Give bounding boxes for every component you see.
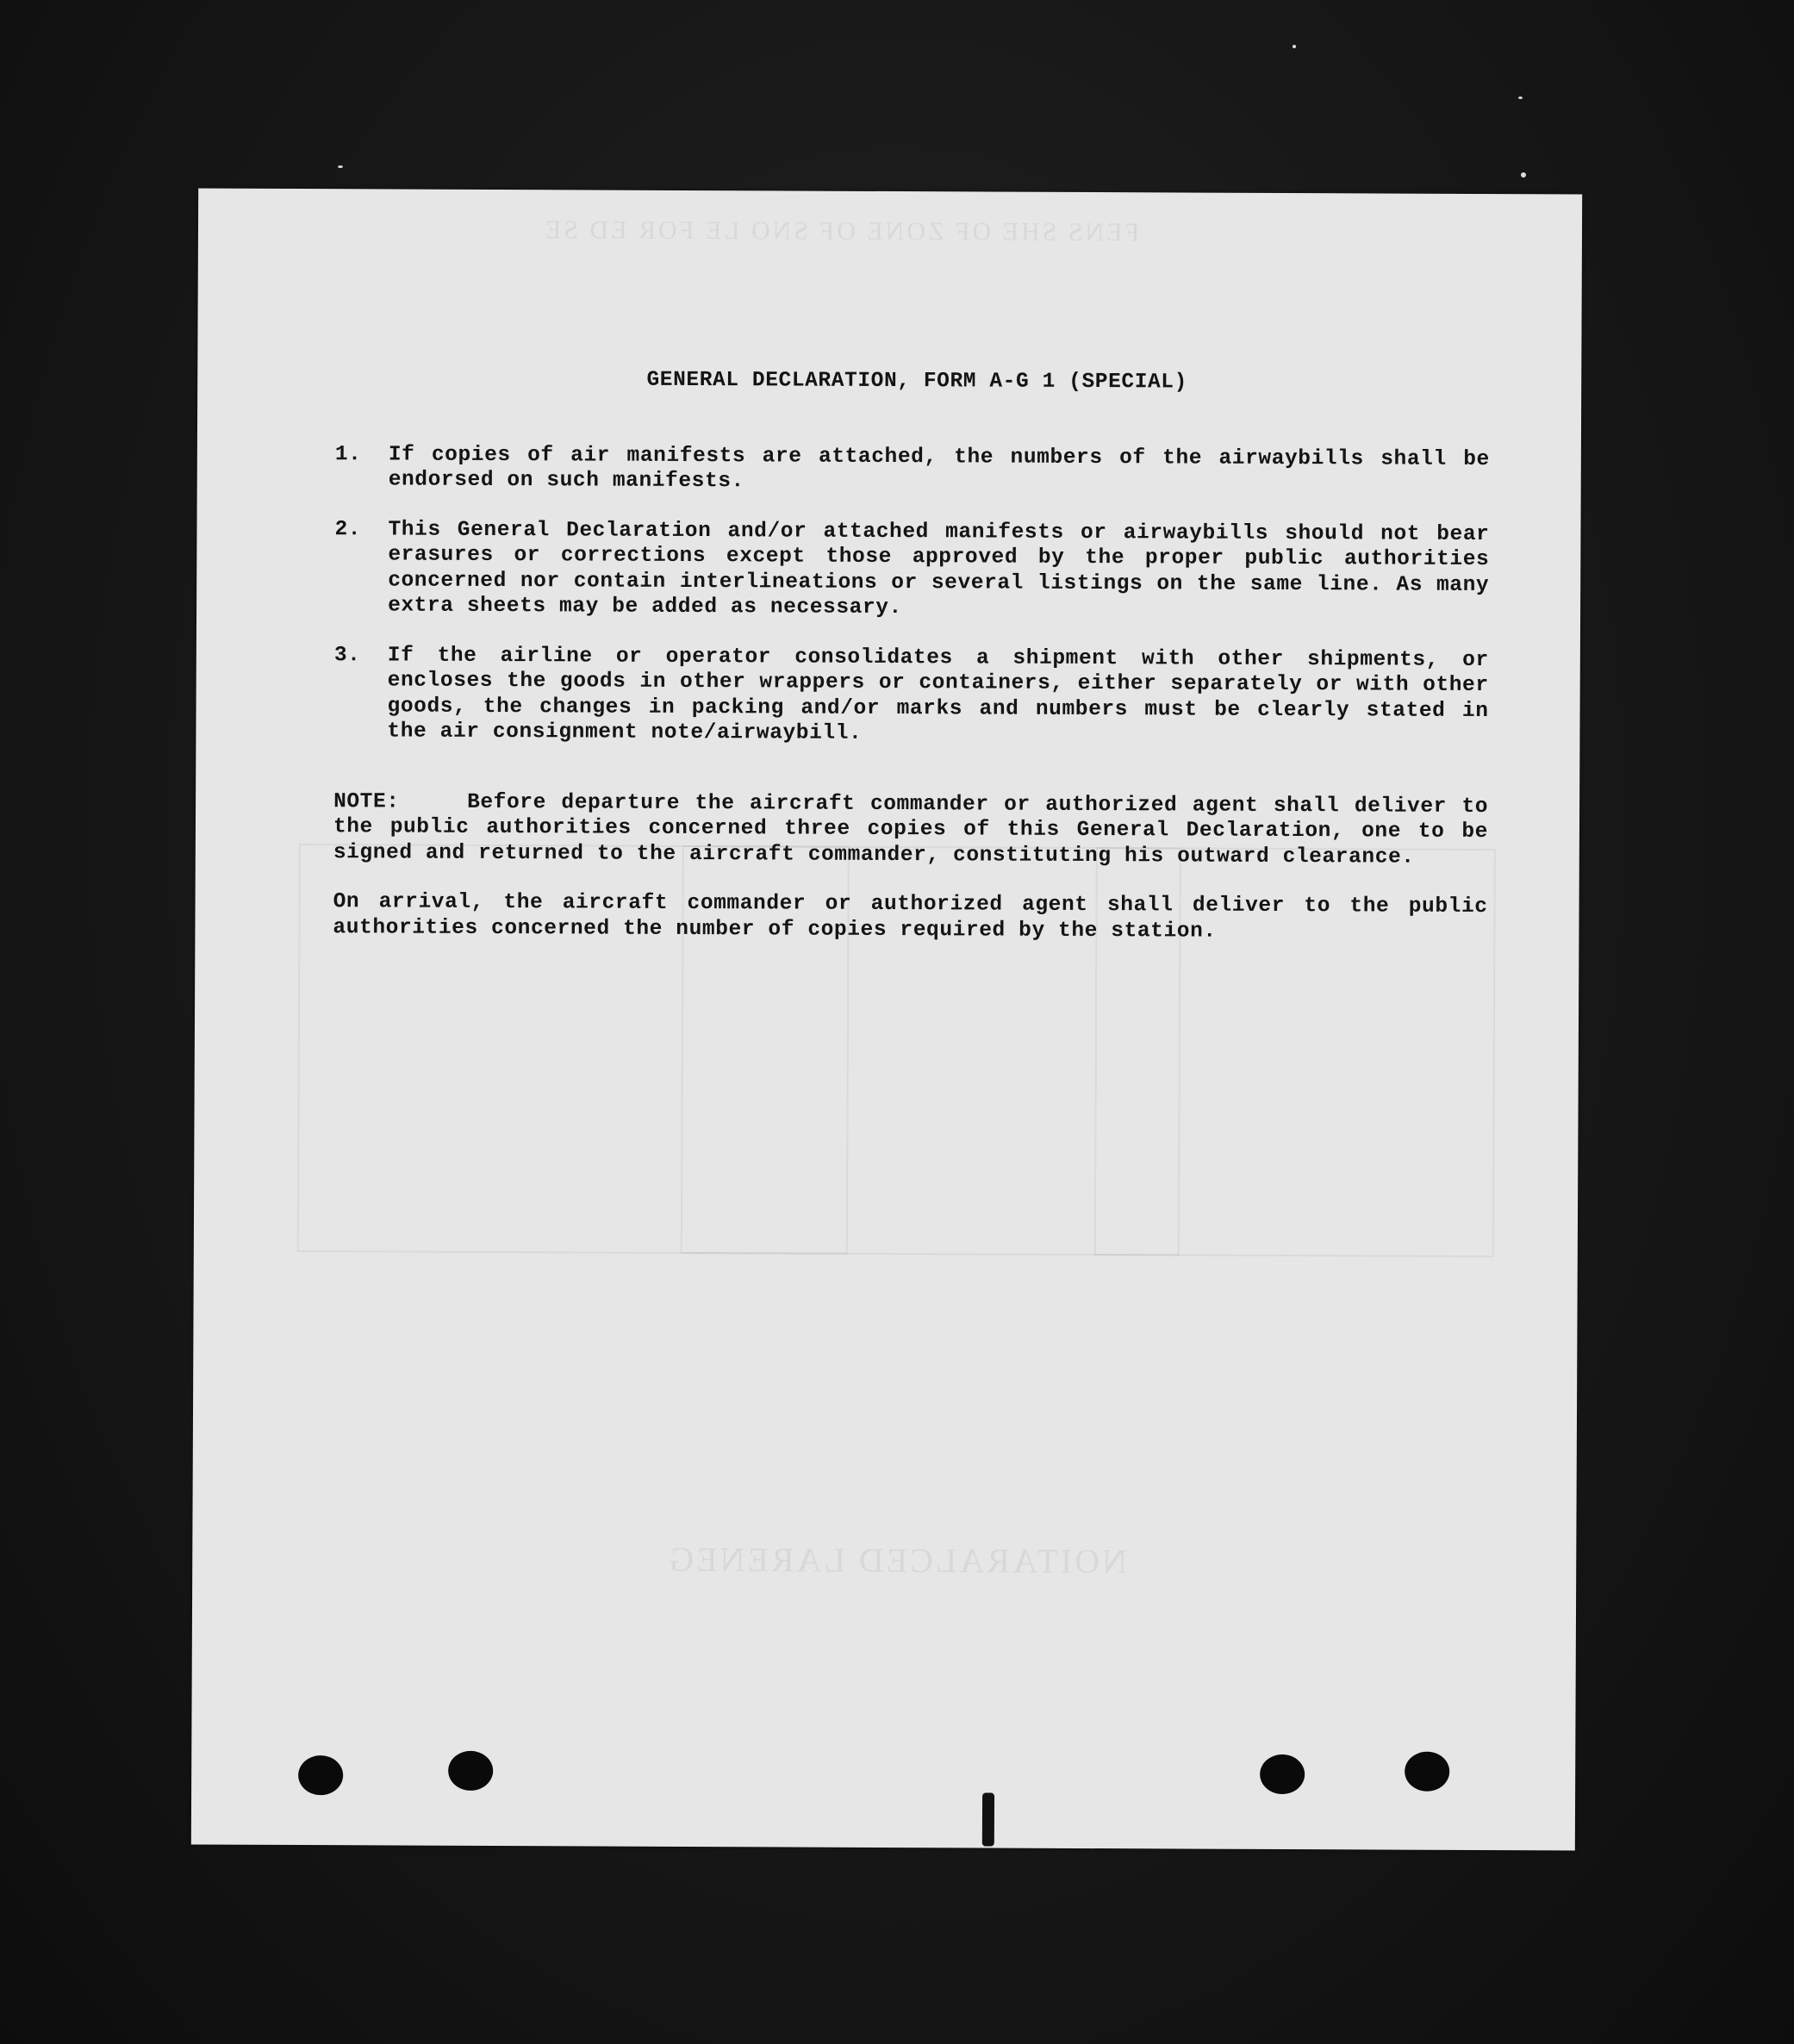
dust-speck: [1293, 45, 1296, 48]
paper-tear-mark: [982, 1792, 994, 1846]
instruction-number: 1.: [334, 442, 362, 466]
bleed-through-text: FENS SHE OF ZONE OF SNO LE FOR ED SE: [542, 215, 1140, 247]
punch-hole: [448, 1751, 493, 1791]
punch-hole: [1260, 1754, 1305, 1794]
page-title: GENERAL DECLARATION, FORM A-G 1 (SPECIAL): [646, 368, 1187, 395]
instruction-item: [335, 442, 1490, 498]
instruction-text: This General Declaration and/or attached manifests or airwaybills should not bear erasures or corrections except those approved by the proper public authorities concerned nor contain interlineations or several listings on the same line. As many extra sheets may be added as necessary.: [388, 517, 1490, 620]
instruction-item: [333, 643, 1489, 750]
dust-speck: [1521, 172, 1526, 178]
document-page: [191, 189, 1582, 1851]
instruction-text: If copies of air manifests are attached, the numbers of the airwaybills shall be endorsed on such manifests.: [388, 442, 1490, 494]
bleed-through-text: NOITARALCED LARENEG: [666, 1539, 1128, 1581]
punch-hole: [298, 1755, 343, 1795]
instruction-number: 3.: [333, 643, 361, 667]
arrival-paragraph: On arrival, the aircraft commander or authorized agent shall deliver to the public authorities concerned the number of copies required by the station.: [333, 890, 1488, 944]
instruction-item: [334, 517, 1490, 624]
instruction-number: 2.: [334, 517, 362, 541]
note-paragraph: [333, 789, 1488, 870]
instruction-text: If the airline or operator consolidates a shipment with other shipments, or encloses the goods in other wrappers or containers, either separately or with other goods, the changes in packing and/or marks and numbers must be clearly stated in the air consignment note/airwaybill.: [387, 643, 1489, 745]
note-text: Before departure the aircraft commander or authorized agent shall deliver to the public authorities concerned three copies of this General Declaration, one to be signed and returned to the aircraft commander, constituting his outward clearance.: [333, 790, 1489, 869]
punch-hole: [1405, 1752, 1449, 1792]
note-label: NOTE:: [333, 789, 400, 814]
dust-speck: [338, 165, 343, 168]
declaration-instructions: [333, 366, 1490, 945]
dust-speck: [1518, 97, 1523, 99]
